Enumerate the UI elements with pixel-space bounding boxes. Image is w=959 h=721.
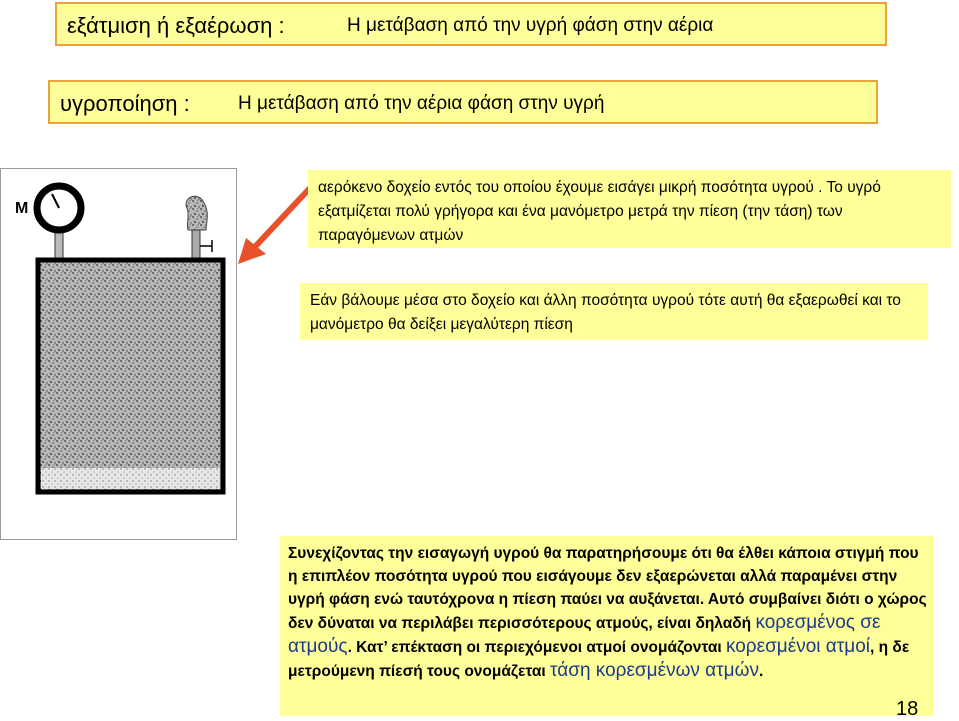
vacuum-container [38, 260, 223, 492]
vacuum-container-diagram [0, 168, 237, 540]
condensation-definition-box [48, 80, 878, 124]
saturation-text-part4: . [758, 663, 764, 680]
pressure-gauge-icon [37, 186, 81, 230]
description-box-1 [308, 170, 951, 248]
gauge-label: M [15, 200, 29, 217]
evaporation-definition-box [55, 2, 887, 46]
condensation-term: υγροποίηση : [60, 91, 190, 116]
page-number: 18 [896, 698, 919, 720]
description-text-1: αερόκενο δοχείο εντός του οποίου έχουμε εισάγει μικρή ποσότητα υγρού . Το υγρό εξατμίζεται πολύ γρήγορα και ένα μανόμετρο μετρά την πίεση (την τάση) των παραγόμενων ατμών [318, 179, 881, 244]
red-arrow-icon [230, 180, 320, 270]
saturation-text-part3: , η δε μετρούμενη πίεσή τους ονομάζεται [288, 639, 910, 680]
saturation-text-part1: Συνεχίζοντας την εισαγωγή υγρού θα παρατηρήσουμε ότι θα έλθει κάποια στιγμή που η επιπλέον ποσότητα υγρού που εισάγουμε δεν εξαερώνεται αλλά παραμένει στην υγρή φάση ενώ ταυτόχρονα η πίεση παύει να αυξάνεται. Αυτό συμβαίνει διότι ο χώρος δεν δύναται να περιλάβει περισσότερους ατμούς, είναι δηλαδή [288, 545, 927, 632]
condensation-definition: Η μετάβαση από την αέρια φάση στην υγρή [238, 93, 605, 114]
evaporation-definition: Η μετάβαση από την υγρή φάση στην αέρια [347, 15, 714, 36]
description-box-2 [300, 283, 928, 340]
saturation-explanation-box [280, 536, 933, 716]
liquid-layer [41, 468, 220, 489]
description-text-2: Εάν βάλουμε μέσα στο δοχείο και άλλη ποσότητα υγρού τότε αυτή θα εξαερωθεί και το μανόμετρο θα δείξει μεγαλύτερη πίεση [310, 292, 901, 333]
saturation-highlight-2: κορεσμένοι ατμοί [725, 636, 871, 657]
saturation-text-part2: . Κατ’ επέκταση οι περιεχόμενοι ατμοί ονομάζονται [347, 639, 726, 656]
evaporation-term: εξάτμιση ή εξαέρωση : [67, 13, 285, 38]
saturation-highlight-3: τάση κορεσμένων ατμών [550, 660, 759, 681]
saturation-highlight-1: κορεσμένος σε ατμούς [288, 612, 881, 657]
